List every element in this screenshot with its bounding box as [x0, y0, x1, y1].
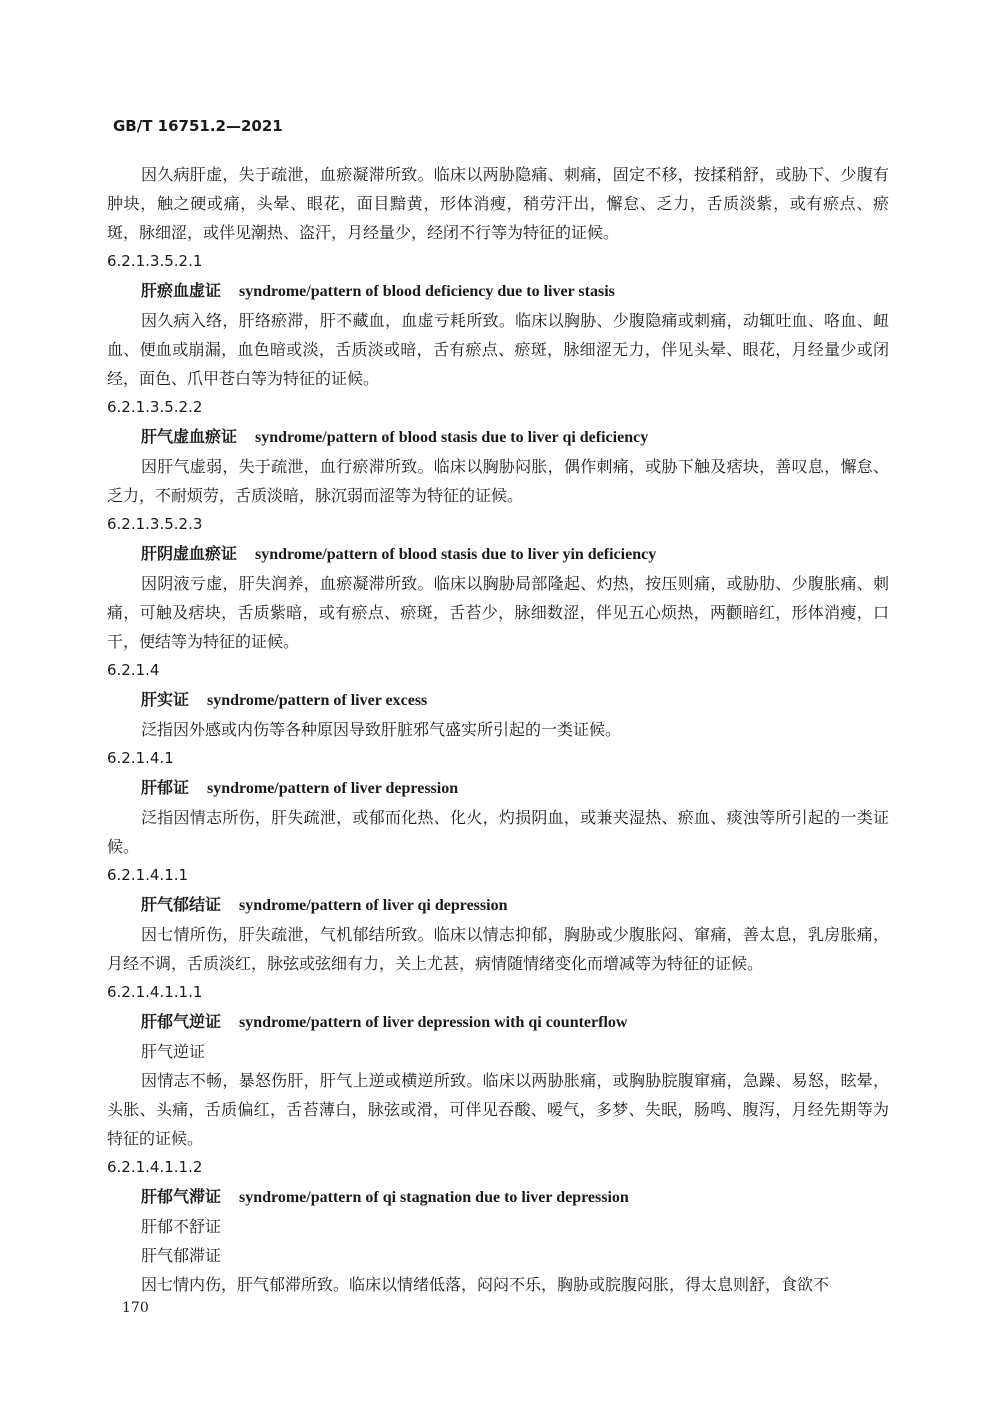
standard-id: GB/T 16751.2—2021 — [113, 117, 283, 135]
term-definition: 因七情所伤，肝失疏泄，气机郁结所致。临床以情志抑郁，胸胁或少腹胀闷、窜痛，善太息，乳房胀痛，月经不调，舌质淡红，脉弦或弦细有力，关上尤甚，病情随情绪变化而增减等为特征的证候。 — [107, 925, 889, 973]
term-english: syndrome/pattern of liver depression — [207, 780, 459, 797]
clause-number: 6.2.1.4 — [107, 661, 160, 679]
term-english: syndrome/pattern of blood stasis due to liver qi deficiency — [255, 429, 649, 446]
clause-number: 6.2.1.3.5.2.1 — [107, 252, 203, 270]
clause-number: 6.2.1.4.1.1.2 — [107, 1158, 203, 1176]
term-english: syndrome/pattern of liver depression with qi counterflow — [239, 1014, 628, 1031]
term-heading — [107, 276, 889, 306]
term-heading — [107, 1007, 889, 1037]
entry — [107, 656, 889, 744]
term-chinese: 肝郁气逆证 — [141, 1012, 222, 1031]
term-english: syndrome/pattern of blood deficiency due to liver stasis — [239, 283, 615, 300]
term-definition: 泛指因情志所伤，肝失疏泄，或郁而化热、化火，灼损阴血，或兼夹湿热、瘀血、痰浊等所引起的一类证候。 — [107, 808, 889, 856]
term-definition: 泛指因外感或内伤等各种原因导致肝脏邪气盛实所引起的一类证候。 — [141, 720, 622, 739]
term-chinese: 肝瘀血虚证 — [141, 281, 222, 300]
term-heading — [107, 539, 889, 569]
term-definition: 因七情内伤，肝气郁滞所致。临床以情绪低落，闷闷不乐，胸胁或脘腹闷胀，得太息则舒，食欲不 — [141, 1275, 830, 1294]
clause-number: 6.2.1.3.5.2.3 — [107, 515, 203, 533]
term-chinese: 肝郁证 — [141, 778, 190, 797]
term-definition: 因肝气虚弱，失于疏泄，血行瘀滞所致。临床以胸胁闷胀，偶作刺痛，或胁下触及痞块，善叹息，懈怠、乏力，不耐烦劳，舌质淡暗，脉沉弱而涩等为特征的证候。 — [107, 457, 889, 505]
term-definition: 因情志不畅，暴怒伤肝，肝气上逆或横逆所致。临床以两胁胀痛，或胸胁脘腹窜痛，急躁、易怒，眩晕，头胀、头痛，舌质偏红，舌苔薄白，脉弦或滑，可伴见吞酸、嗳气，多梦、失眠，肠鸣、腹泻，月经先期等为特征的证候。 — [107, 1071, 889, 1148]
term-heading — [107, 1182, 889, 1212]
term-alias: 肝郁不舒证 — [141, 1217, 222, 1236]
term-english: syndrome/pattern of blood stasis due to liver yin deficiency — [255, 546, 657, 563]
term-english: syndrome/pattern of liver qi depression — [239, 897, 508, 914]
entry — [107, 978, 889, 1153]
clause-number: 6.2.1.3.5.2.2 — [107, 398, 203, 416]
term-chinese: 肝气郁结证 — [141, 895, 222, 914]
term-english: syndrome/pattern of liver excess — [207, 692, 428, 709]
term-chinese: 肝郁气滞证 — [141, 1187, 222, 1206]
term-definition: 因久病入络，肝络瘀滞，肝不藏血，血虚亏耗所致。临床以胸胁、少腹隐痛或刺痛，动辄吐血、咯血、衄血、便血或崩漏，血色暗或淡，舌质淡或暗，舌有瘀点、瘀斑，脉细涩无力，伴见头晕、眼花，月经量少或闭经，面色、爪甲苍白等为特征的证候。 — [107, 311, 889, 388]
term-definition: 因阴液亏虚，肝失润养，血瘀凝滞所致。临床以胸胁局部隆起、灼热，按压则痛，或胁肋、少腹胀痛、刺痛，可触及痞块，舌质紫暗，或有瘀点、瘀斑，舌苔少，脉细数涩，伴见五心烦热，两颧暗红，形体消瘦，口干，便结等为特征的证候。 — [107, 574, 889, 651]
intro-paragraph: 因久病肝虚，失于疏泄，血瘀凝滞所致。临床以两胁隐痛、刺痛，固定不移，按揉稍舒，或胁下、少腹有肿块，触之硬或痛，头晕、眼花，面目黯黄，形体消瘦，稍劳汗出，懈怠、乏力，舌质淡紫，或有瘀点、瘀斑，脉细涩，或伴见潮热、盗汗，月经量少，经闭不行等为特征的证候。 — [107, 165, 889, 242]
term-heading — [107, 773, 889, 803]
page-number: 170 — [122, 1300, 149, 1316]
term-heading — [107, 685, 889, 715]
term-alias: 肝气逆证 — [141, 1042, 206, 1061]
term-heading — [107, 422, 889, 452]
term-chinese: 肝阴虚血瘀证 — [141, 544, 238, 563]
entry — [107, 861, 889, 978]
entry — [107, 1153, 889, 1299]
entry-list — [107, 247, 889, 1299]
clause-number: 6.2.1.4.1 — [107, 749, 174, 767]
term-heading — [107, 890, 889, 920]
term-chinese: 肝气虚血瘀证 — [141, 427, 238, 446]
entry — [107, 393, 889, 510]
entry — [107, 744, 889, 861]
entry — [107, 510, 889, 656]
clause-number: 6.2.1.4.1.1 — [107, 866, 189, 884]
term-chinese: 肝实证 — [141, 690, 190, 709]
term-alias: 肝气郁滞证 — [141, 1246, 222, 1265]
term-english: syndrome/pattern of qi stagnation due to liver depression — [239, 1189, 629, 1206]
clause-number: 6.2.1.4.1.1.1 — [107, 983, 203, 1001]
page-content — [107, 160, 889, 1299]
entry — [107, 247, 889, 393]
